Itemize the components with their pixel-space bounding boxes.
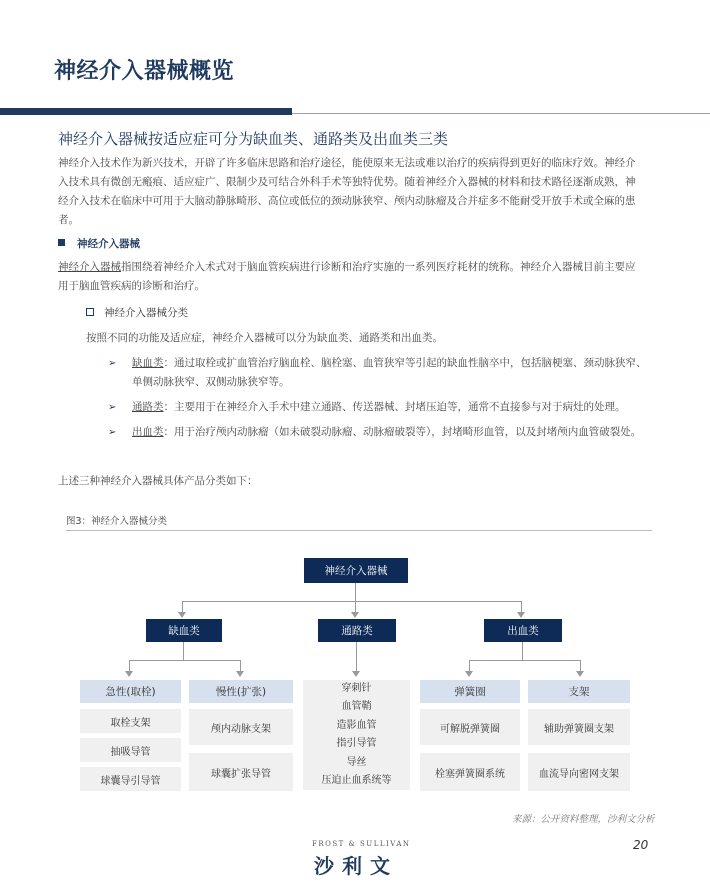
- category-term: 缺血类: [132, 357, 164, 369]
- category-desc-line-2: 单侧动脉狭窄、双侧动脉狭窄等。: [132, 376, 290, 388]
- title-divider: [292, 113, 710, 114]
- bullet-heading: [58, 236, 140, 251]
- intro-paragraph: [58, 154, 658, 230]
- page-number: 20: [633, 838, 649, 852]
- source-note: 来源：公开资料整理，沙利文分析: [512, 814, 655, 825]
- bullet-heading-text: 神经介入器械: [77, 238, 140, 250]
- square-bullet-icon: [58, 239, 65, 246]
- access-item: 穿刺针: [341, 682, 372, 694]
- stent-item: 辅助弹簧圈支架: [528, 709, 630, 745]
- category-access: [108, 398, 668, 417]
- access-item: 指引导管: [336, 738, 377, 749]
- connector: [355, 583, 356, 601]
- definition-line-2: 用于脑血管疾病的诊断和治疗。: [58, 280, 205, 292]
- node-stent: 支架: [528, 680, 630, 703]
- arrow-bullet-icon: ➢: [108, 358, 117, 369]
- connector: [129, 660, 241, 661]
- page-title: 神经介入器械概览: [54, 59, 235, 84]
- node-ischemic: 缺血类: [146, 619, 222, 642]
- definition-term: 神经介入器械: [58, 261, 121, 273]
- node-access: 通路类: [318, 619, 396, 642]
- node-chronic: 慢性(扩张): [189, 680, 293, 703]
- node-acute: 急性(取栓): [80, 680, 181, 703]
- arrowhead-icon: [465, 671, 473, 677]
- coil-item: 栓塞弹簧圈系统: [420, 753, 520, 791]
- sub-heading-text: 神经介入器械分类: [104, 307, 188, 319]
- acute-item: 取栓支架: [80, 709, 181, 733]
- classification-intro: 按照不同的功能及适应症，神经介入器械可以分为缺血类、通路类和出血类。: [86, 332, 443, 344]
- figure-divider: [66, 530, 652, 531]
- definition-paragraph: [58, 258, 658, 296]
- acute-item: 球囊导引导管: [80, 767, 181, 791]
- access-item: 血管鞘: [341, 701, 372, 712]
- logo: 沙利文: [314, 854, 398, 878]
- arrowhead-icon: [236, 671, 244, 677]
- intro-line-2: 入技术具有微创无瘢痕、适应症广、限制少及可结合外科手术等独特优势。随着神经介入器械的材料和技术路径逐渐成熟，神: [58, 176, 636, 188]
- arrow-bullet-icon: ➢: [108, 427, 117, 438]
- category-ischemic: [108, 354, 668, 392]
- chronic-item: 颅内动脉支架: [189, 709, 293, 745]
- arrowhead-icon: [178, 612, 186, 618]
- connector: [182, 601, 522, 602]
- sub-heading: [86, 305, 188, 320]
- connector: [469, 660, 581, 661]
- connector: [522, 642, 523, 660]
- section-heading: 神经介入器械按适应症可分为缺血类、通路类及出血类三类: [58, 130, 449, 148]
- arrowhead-icon: [576, 671, 584, 677]
- category-desc-line-1: ：通过取栓或扩血管治疗脑血栓、脑栓塞、血管狭窄等引起的缺血性脑卒中，包括脑梗塞、颈动脉狭窄、: [163, 357, 647, 369]
- acute-item: 抽吸导管: [80, 738, 181, 762]
- category-desc-line-1: ：用于治疗颅内动脉瘤（如未破裂动脉瘤、动脉瘤破裂等），封堵畸形血管，以及封堵颅内血管破裂处。: [163, 426, 642, 438]
- definition-line-1: 指围绕着神经介入术式对于脑血管疾病进行诊断和治疗实施的一系列医疗耗材的统称。神经介入器械目前主要应: [121, 261, 636, 273]
- category-desc-line-1: ：主要用于在神经介入手术中建立通路、传送器械、封堵压迫等，通常不直接参与对于病灶的处理。: [163, 401, 626, 413]
- logo-text-top: FROST & SULLIVAN: [312, 840, 411, 848]
- node-hemorrhagic: 出血类: [484, 619, 562, 642]
- intro-line-1: 神经介入技术作为新兴技术，开辟了许多临床思路和治疗途径，能使原来无法或难以治疗的疾病得到更好的临床疗效。神经介: [58, 157, 636, 169]
- connector: [183, 642, 184, 660]
- coil-item: 可解脱弹簧圈: [420, 709, 520, 745]
- category-term: 出血类: [132, 426, 164, 438]
- title-underline-bar: [0, 108, 292, 115]
- arrow-bullet-icon: ➢: [108, 402, 117, 413]
- node-coil: 弹簧圈: [420, 680, 520, 703]
- products-intro: 上述三种神经介入器械具体产品分类如下：: [58, 475, 258, 487]
- tree-root: 神经介入器械: [304, 558, 408, 583]
- category-hemorrhagic: [108, 423, 668, 442]
- stent-item: 血流导向密网支架: [528, 753, 630, 791]
- access-item: 压迫止血系统等: [321, 775, 392, 786]
- connector: [356, 642, 357, 672]
- intro-line-3: 经介入技术在临床中可用于大脑动静脉畸形、高位或低位的颈动脉狭窄、颅内动脉瘤及合并症多不能耐受开放手术或全麻的患: [58, 195, 636, 207]
- arrowhead-icon: [517, 612, 525, 618]
- arrowhead-icon: [351, 612, 359, 618]
- hollow-square-bullet-icon: [86, 308, 94, 316]
- arrowhead-icon: [352, 671, 360, 677]
- figure-caption: 图3：神经介入器械分类: [66, 516, 168, 527]
- access-item: 导丝: [346, 756, 367, 768]
- access-item: 造影血管: [336, 719, 377, 731]
- arrowhead-icon: [125, 671, 133, 677]
- intro-line-4: 者。: [58, 214, 79, 226]
- category-term: 通路类: [132, 401, 164, 413]
- access-items-box: [303, 680, 410, 790]
- chronic-item: 球囊扩张导管: [189, 753, 293, 791]
